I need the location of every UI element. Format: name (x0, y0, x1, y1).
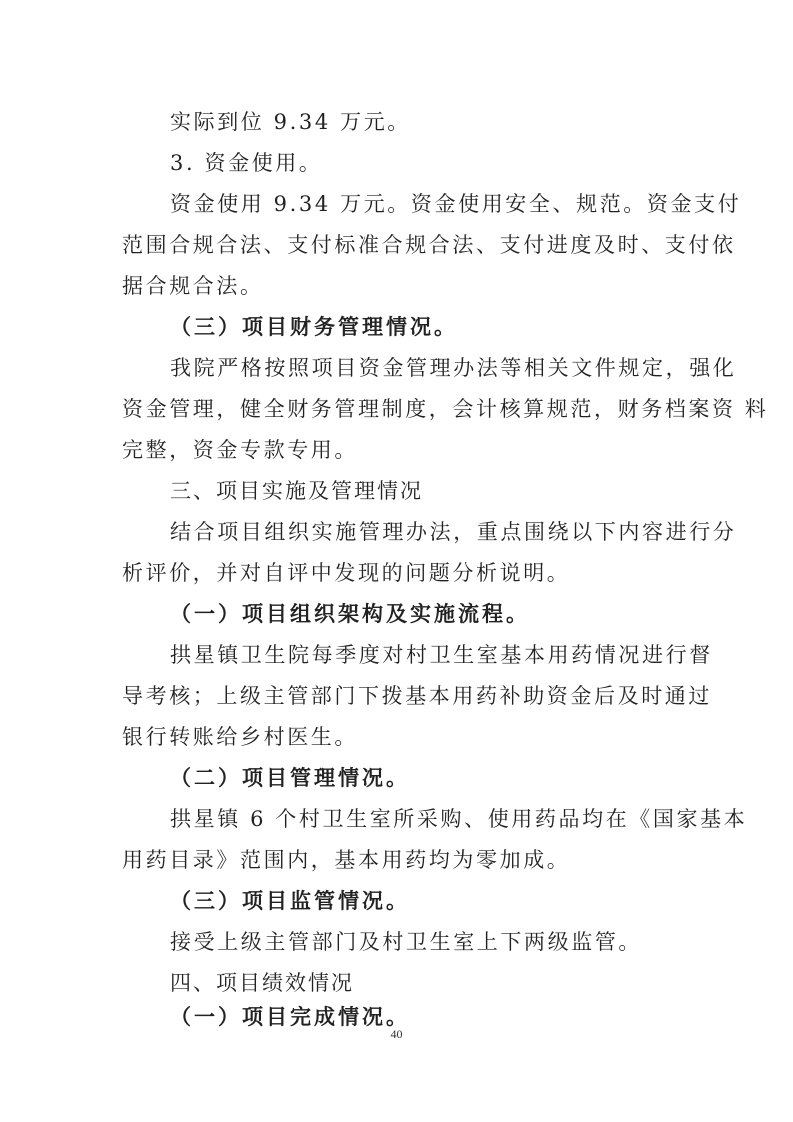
paragraph-line: 银行转账给乡村医生。 (122, 725, 358, 749)
paragraph-line: 拱星镇卫生院每季度对村卫生室基本用药情况进行督 (170, 643, 713, 667)
subsection-heading: （三）项目监管情况。 (170, 888, 410, 913)
paragraph-line: 我院严格按照项目资金管理办法等相关文件规定，强化 (170, 356, 737, 380)
paragraph-line: 拱星镇 6 个村卫生室所采购、使用药品均在《国家基本 (170, 807, 748, 831)
section-heading: 三、项目实施及管理情况 (170, 479, 423, 503)
paragraph-line: 析评价，并对自评中发现的问题分析说明。 (122, 561, 571, 585)
subsection-heading: （二）项目管理情况。 (170, 765, 410, 790)
paragraph-line: 资金使用 9.34 万元。资金使用安全、规范。资金支付 (170, 192, 742, 216)
subsection-heading: （三）项目财务管理情况。 (170, 314, 458, 339)
section-heading: 四、项目绩效情况 (170, 971, 354, 995)
page-number: 40 (390, 1027, 403, 1041)
paragraph-line: 资金管理，健全财务管理制度，会计核算规范，财务档案资 料 (122, 397, 769, 421)
paragraph-line: 用药目录》范围内，基本用药均为零加成。 (122, 848, 571, 872)
subsection-heading: （一）项目组织架构及实施流程。 (170, 601, 530, 626)
paragraph-line: 完整，资金专款专用。 (122, 438, 358, 462)
paragraph-line: 据合规合法。 (122, 274, 264, 298)
subsection-heading: 3. 资金使用。 (170, 151, 323, 175)
paragraph-line: 范围合规合法、支付标准合规合法、支付进度及时、支付依 (122, 233, 736, 257)
paragraph-line: 接受上级主管部门及村卫生室上下两级监管。 (170, 930, 642, 954)
subsection-heading: （一）项目完成情况。 (170, 1004, 410, 1029)
paragraph-line: 实际到位 9.34 万元。 (170, 110, 411, 134)
paragraph-line: 结合项目组织实施管理办法，重点围绕以下内容进行分 (170, 520, 737, 544)
paragraph-line: 导考核；上级主管部门下拨基本用药补助资金后及时通过 (122, 684, 712, 708)
